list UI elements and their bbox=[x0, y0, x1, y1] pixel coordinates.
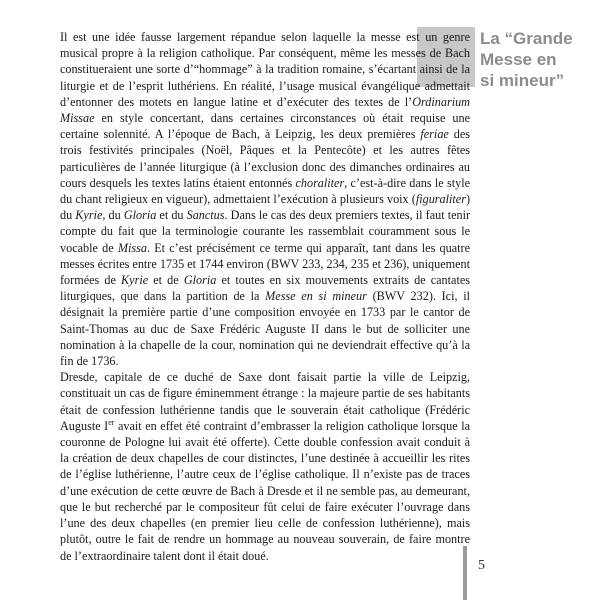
italic-text: Ordinarium Missae bbox=[60, 94, 470, 126]
text-segment: . Et c’est précisément ce terme qui apparaît, tant dans les quatre messes écrites entre 1735 et 1744 environ (BWV 233, 234, 235 et 236), uniquement formées de bbox=[60, 240, 471, 288]
page-number: 5 bbox=[478, 558, 485, 573]
text-segment: en style concertant, dans certaines circonstances où était requise une certaine solennité. A l’époque de Bach, à Leipzig, les deux premières bbox=[60, 111, 470, 142]
text-segment: et de bbox=[148, 273, 184, 288]
text-segment: , c’est-à-dire dans le style du chant religieux en vigueur), admettaient l’exécution à plusieurs voix ( bbox=[60, 175, 470, 207]
section-title-line-2: Messe en bbox=[480, 50, 557, 69]
text-segment: ) du bbox=[60, 192, 470, 223]
text-segment: des trois festivités principales (Noël, Pâques et la Pentecôte) et les autres fêtes particulières de l’année liturgique (à l’exclusion donc des dimanches ordinaires au cours desquels les textes latins étaient entonnés bbox=[60, 127, 470, 190]
paragraph bbox=[60, 369, 470, 563]
body-text bbox=[60, 29, 470, 564]
paragraph bbox=[60, 29, 470, 369]
italic-text: Gloria bbox=[183, 273, 217, 288]
italic-text: Kyrie bbox=[121, 273, 149, 288]
text-segment: et toutes en six mouvements extraits de cantates liturgiques, que dans la partition de la bbox=[60, 273, 470, 304]
italic-text: Gloria bbox=[123, 208, 157, 223]
section-title-line-1: La “Grande bbox=[480, 29, 573, 48]
text-segment: . Dans le cas des deux premiers textes, il faut tenir compte du fait que la terminologie courante les rassemblait couramment sous le vocable de bbox=[60, 208, 471, 255]
text-segment: et du bbox=[156, 208, 187, 223]
italic-text: Sanctus bbox=[186, 208, 225, 223]
italic-text: Missa bbox=[117, 240, 147, 255]
section-title-line-3: si mineur” bbox=[480, 71, 565, 90]
text-segment: , du bbox=[102, 208, 124, 223]
italic-text: figuraliter bbox=[415, 192, 466, 207]
text-segment: (BWV 232). Ici, il désignait la première partie d’une composition envoyée en 1733 par le cantor de Saint-Thomas au duc de Saxe Frédéric Auguste II dans le but de solliciter une nomination à la chapelle de la cour, nomination qui ne deviendrait effective qu’à la fin de 1736. bbox=[60, 289, 470, 369]
italic-text: Messe en si mineur bbox=[265, 289, 367, 304]
italic-text: feriae bbox=[420, 127, 449, 142]
page-number-rule bbox=[463, 546, 467, 600]
superscript-text: er bbox=[108, 417, 115, 427]
text-segment: avait en effet été contraint d’embrasser la religion catholique lorsque la couronne de Pologne lui avait été offerte). Cette double confession avait conduit à la création de deux chapelles de cour distinctes, l’une destinée à accueillir les rites de l’église luthérienne, l’autre ceux de l’église catholique. Il n’existe pas de traces d’une exécution de cette œuvre de Bach à Dresde et il ne semble pas, au demeurant, que le but recherché par le compositeur fût celui de faire exécuter l’ouvrage dans l’une des deux chapelles (en premier lieu celle de confession luthérienne), mais plutôt, outre le fait de rendre un hommage au nouveau souverain, de faire montre de l’extraordinaire talent dont il était doué. bbox=[60, 418, 470, 563]
section-title bbox=[480, 28, 590, 91]
italic-text: Kyrie bbox=[75, 208, 103, 223]
text-segment: Dresde, capitale de ce duché de Saxe dont faisait partie la ville de Leipzig, constituait un cas de figure éminemment étrange : la majeure partie de ses habitants était de confession luthérienne tandis que le souverain était catholique (Frédéric Auguste I bbox=[60, 370, 470, 433]
text-segment: Il est une idée fausse largement répandue selon laquelle la messe est un genre musical propre à la religion catholique. Par conséquent, même les messes de Bach constitueraient une sorte d’“hommage” à la tradition romaine, s’écartant ainsi de la liturgie et de l’esprit luthériens. En réalité, l’usage musical évangélique admettait d’entonner des motets en langue latine et d’exécuter des textes de l’ bbox=[60, 30, 470, 109]
italic-text: choraliter bbox=[295, 175, 345, 190]
